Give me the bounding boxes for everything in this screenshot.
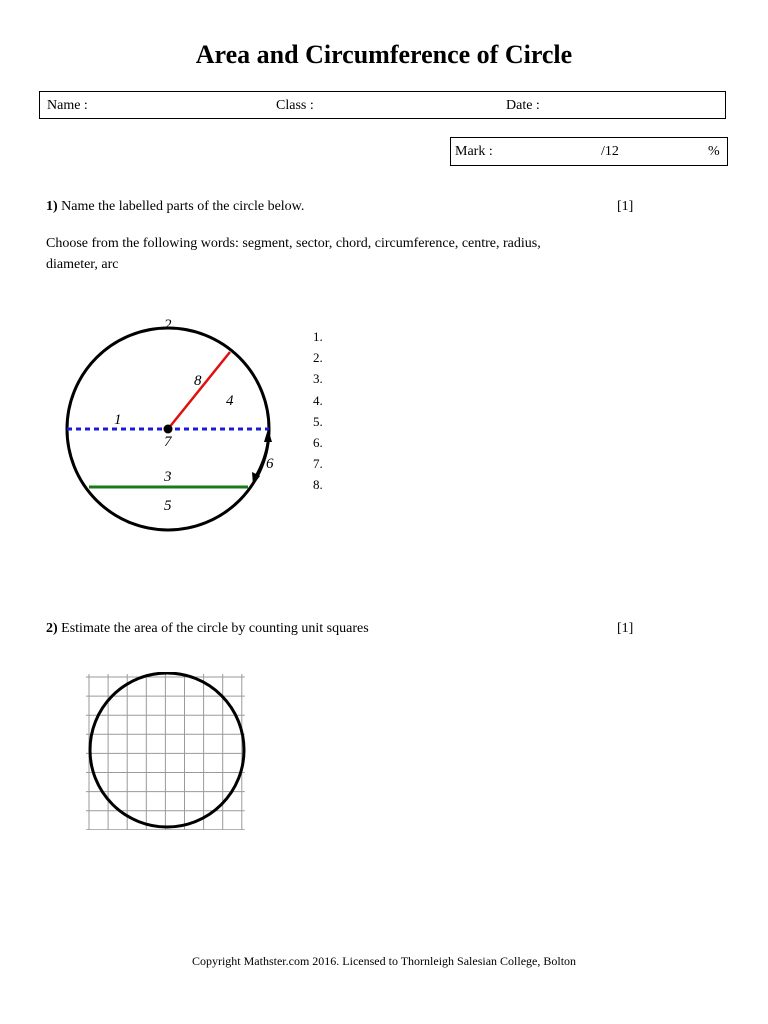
answer-list [313,326,323,496]
question-1-instruction-line-2: diameter, arc [46,257,119,272]
question-2-number: 2) [46,621,58,636]
date-label: Date : [506,98,540,113]
name-label: Name : [47,98,88,113]
radius-line [168,352,230,429]
question-1-text: Name the labelled parts of the circle below. [61,199,305,214]
mark-label: Mark : [455,144,493,159]
answer-item: 5. [313,413,323,429]
diagram-label-7: 7 [164,434,172,450]
diagram-label-4: 4 [226,393,234,409]
unit-square-grid-diagram [84,672,254,830]
worksheet-title: Area and Circumference of Circle [195,40,573,69]
diagram-label-3: 3 [164,469,172,485]
question-1 [46,199,304,215]
answer-item: 8. [313,477,323,493]
diagram-label-5: 5 [164,498,172,514]
question-2-text: Estimate the area of the circle by counting unit squares [61,621,369,636]
answer-item: 3. [313,371,323,387]
mark-total: /12 [601,144,619,159]
diagram-label-2: 2 [164,317,172,333]
answer-item: 7. [313,456,323,472]
question-1-instruction-line-1: Choose from the following words: segment, sector, chord, circumference, centre, radius, [46,236,541,251]
question-2-marks: [1] [617,621,634,636]
answer-item: 1. [313,329,323,344]
question-1-marks: [1] [617,199,634,214]
diagram-label-8: 8 [194,373,202,389]
answer-item: 6. [313,434,323,450]
student-info-box [39,91,726,119]
class-label: Class : [276,98,314,113]
diagram-label-6: 6 [266,456,274,472]
answer-item: 4. [313,392,323,408]
copyright-footer: Copyright Mathster.com 2016. Licensed to Thornleigh Salesian College, Bolton [191,954,577,968]
arc-arrowhead-up [264,429,272,442]
percent-sign: % [708,144,720,159]
question-2 [46,621,369,637]
question-1-number: 1) [46,199,58,214]
answer-item: 2. [313,350,323,366]
mark-box [450,137,728,166]
diagram-label-1: 1 [114,412,122,428]
centre-point [164,425,173,434]
circle-parts-diagram [50,300,300,540]
